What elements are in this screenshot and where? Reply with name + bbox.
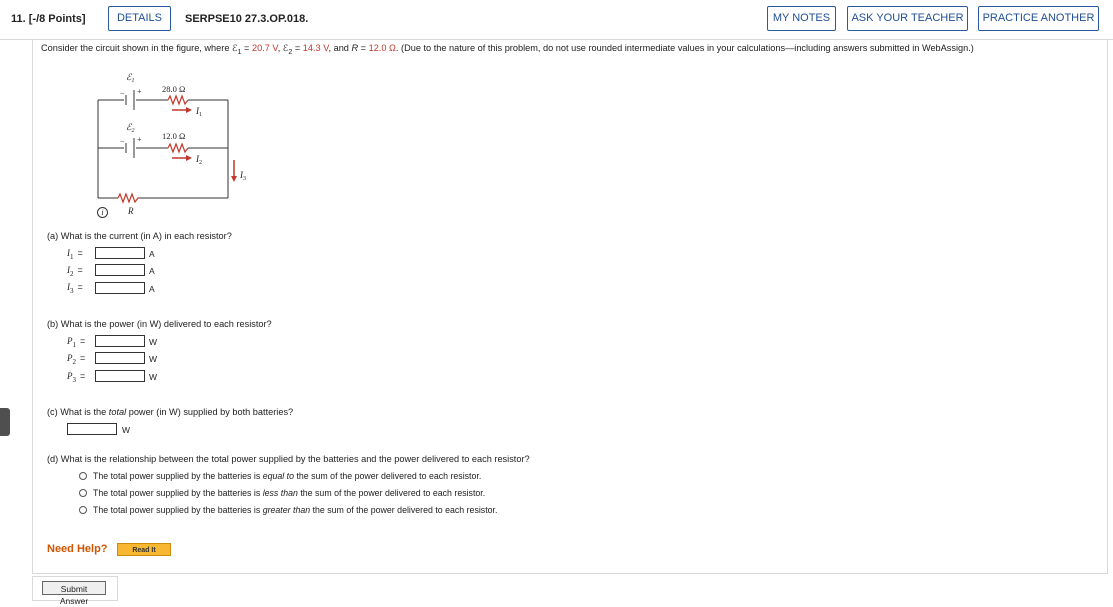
radio-button[interactable] (79, 472, 87, 480)
problem-statement (41, 43, 974, 56)
i1-answer-input[interactable] (95, 247, 145, 259)
question-code: SERPSE10 27.3.OP.018. (185, 13, 309, 25)
total-power-unit: W (122, 425, 131, 435)
i2-answer-label: $I_2$ = (67, 265, 83, 278)
emf2-symbol: ℰ (282, 43, 289, 53)
option-greater-than[interactable]: The total power supplied by the batteries is greater than the sum of the power delivered to each resistor. (79, 505, 497, 515)
emf2-value: 14.3 V (302, 43, 329, 53)
battery-emf1 (126, 90, 134, 110)
p1-answer-input[interactable] (95, 335, 145, 347)
emf1-eq: = (241, 43, 252, 53)
r-eq: = (358, 43, 369, 53)
part-b-question: (b) What is the power (in W) delivered to each resistor? (47, 319, 272, 329)
intro-suffix: . (Due to the nature of this problem, do not use rounded intermediate values in your calculations—including answers submitted in WebAssign.) (395, 43, 974, 53)
p3-unit: W (149, 372, 158, 382)
part-c-question: (c) What is the total power (in W) supplied by both batteries? (47, 407, 294, 417)
intro-sep1: , (277, 43, 283, 53)
radio-button[interactable] (79, 506, 87, 514)
emf1-label: ℰ$_1$ (126, 72, 135, 84)
p1-answer-label: $P_1$ = (67, 336, 86, 349)
battery1-minus: − (120, 89, 125, 98)
p2-unit: W (149, 354, 158, 364)
ask-your-teacher-button[interactable]: ASK YOUR TEACHER (847, 6, 968, 31)
resistor-r-zigzag (118, 194, 140, 202)
total-power-input[interactable] (67, 423, 117, 435)
i1-answer-label: $I_1$ = (67, 248, 83, 261)
resistor-r-label: R (128, 206, 134, 214)
i1-label: $I_1$ (196, 106, 202, 118)
p2-answer-label: $P_2$ = (67, 353, 86, 366)
option-less-than[interactable]: The total power supplied by the batteries is less than the sum of the power delivered to each resistor. (79, 488, 485, 498)
my-notes-button[interactable]: MY NOTES (767, 6, 836, 31)
i3-unit: A (149, 284, 155, 294)
resistor-r2-zigzag (168, 144, 188, 152)
intro-prefix: Consider the circuit shown in the figure, where (41, 43, 232, 53)
intro-sep2: , and (328, 43, 352, 53)
battery2-plus: + (137, 135, 142, 144)
option-equal-to[interactable]: The total power supplied by the batteries is equal to the sum of the power delivered to each resistor. (79, 471, 481, 481)
current-arrow-i3 (231, 160, 237, 182)
i3-answer-input[interactable] (95, 282, 145, 294)
details-button[interactable]: DETAILS (108, 6, 171, 31)
question-number: 11. [-/8 Points] (11, 13, 86, 25)
emf2-label: ℰ$_2$ (126, 122, 135, 134)
question-header (0, 0, 1113, 40)
i2-unit: A (149, 266, 155, 276)
r-symbol: R (351, 43, 359, 53)
p3-answer-label: $P_3$ = (67, 371, 86, 384)
p1-unit: W (149, 337, 158, 347)
p3-answer-input[interactable] (95, 370, 145, 382)
radio-button[interactable] (79, 489, 87, 497)
current-arrow-i2 (172, 155, 192, 161)
battery-emf2 (126, 138, 134, 158)
emf1-symbol: ℰ (232, 43, 238, 53)
i3-label: $I_3$ (240, 170, 246, 182)
emf1-sub: 1 (237, 48, 242, 56)
resistor-r2-label: 12.0 Ω (162, 131, 186, 141)
resistor-r1-zigzag (168, 96, 188, 104)
need-help-label: Need Help? (47, 543, 108, 555)
i3-answer-label: $I_3$ = (67, 282, 83, 295)
i2-label: $I_2$ (196, 154, 202, 166)
emf2-sub: 2 (288, 48, 293, 56)
part-a-question: (a) What is the current (in A) in each resistor? (47, 231, 232, 241)
r-value: 12.0 Ω (368, 43, 396, 53)
practice-another-button[interactable]: PRACTICE ANOTHER (978, 6, 1099, 31)
i2-answer-input[interactable] (95, 264, 145, 276)
battery2-minus: − (120, 137, 125, 146)
i1-unit: A (149, 249, 155, 259)
emf2-eq: = (292, 43, 303, 53)
resistor-r1-label: 28.0 Ω (162, 84, 186, 94)
battery1-plus: + (137, 87, 142, 96)
read-it-button[interactable]: Read It (117, 543, 171, 556)
side-tab[interactable] (0, 408, 10, 436)
info-icon[interactable]: i (97, 207, 108, 218)
current-arrow-i1 (172, 107, 192, 113)
emf1-value: 20.7 V (251, 43, 278, 53)
submit-answer-button[interactable]: Submit Answer (42, 581, 106, 595)
part-d-question: (d) What is the relationship between the total power supplied by the batteries and the power delivered to each resistor? (47, 454, 530, 464)
circuit-diagram (90, 64, 280, 214)
p2-answer-input[interactable] (95, 352, 145, 364)
